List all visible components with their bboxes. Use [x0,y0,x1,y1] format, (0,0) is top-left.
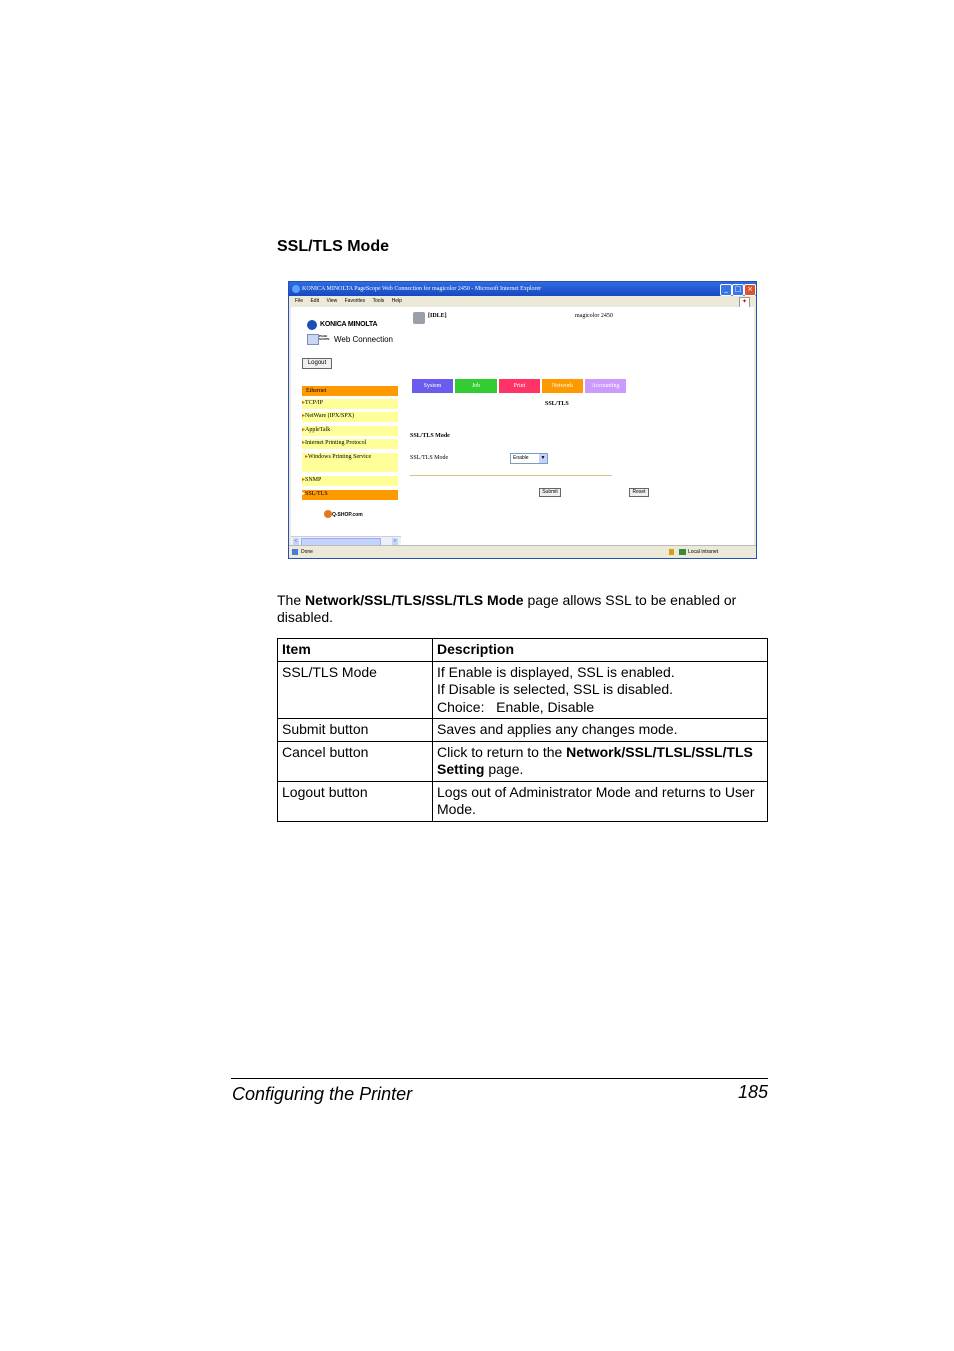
scroll-left-icon[interactable]: ‹ [293,538,299,545]
logout-button[interactable]: Logout [302,358,332,369]
tab-job[interactable]: Job [455,379,497,393]
form-heading: SSL/TLS Mode [410,433,450,439]
row-description: Logs out of Administrator Mode and returns to User Mode. [433,781,768,821]
row-item: Logout button [278,781,433,821]
side-item-ipp[interactable]: ▸Internet Printing Protocol [302,439,398,449]
tab-print[interactable]: Print [499,379,540,393]
ssl-mode-select[interactable]: Enable ▼ [510,453,548,464]
menu-favorites[interactable]: Favorites [344,298,366,304]
form-divider [410,475,612,476]
status-text: Done [301,549,313,555]
lock-icon [669,549,674,555]
pagescope-small: PAGE SCOPE [319,334,330,341]
close-icon[interactable]: × [744,284,756,296]
menu-tools[interactable]: Tools [372,298,385,304]
row-item: Cancel button [278,741,433,781]
intranet-icon [679,549,686,555]
section-title: SSL/TLS Mode [277,238,389,255]
tab-system[interactable]: System [412,379,453,393]
side-item-netware[interactable]: ▸NetWare (IPX/SPX) [302,412,398,422]
table-row [278,781,768,821]
table-header-row [278,639,768,662]
menu-view[interactable]: View [326,298,338,304]
description-table [277,638,768,822]
tab-network[interactable]: Network [542,379,583,393]
product-name: Web Connection [334,335,393,344]
header-description: Description [433,639,768,662]
field-label: SSL/TLS Mode [410,455,449,461]
browser-screenshot [288,281,757,559]
printer-model: magicolor 2450 [575,313,613,319]
windows-logo-icon: ✦ [739,297,750,308]
row-item: SSL/TLS Mode [278,661,433,719]
maximize-icon[interactable]: □ [732,284,744,296]
footer-title: Configuring the Printer [232,1084,413,1104]
side-item-ssltls[interactable]: ▸SSL/TLS [302,490,398,500]
side-item-snmp[interactable]: ▸SNMP [302,476,398,486]
side-item-tcpip[interactable]: ▸TCP/IP [302,399,398,409]
footer-rule [231,1078,768,1079]
menu-file[interactable]: File [295,298,304,304]
printer-status: [IDLE] [428,313,447,319]
menu-bar [289,296,756,307]
minimize-icon[interactable]: _ [720,284,732,296]
page-number: 185 [737,1082,768,1102]
header-item: Item [278,639,433,662]
table-row [278,661,768,719]
konica-minolta-logo-icon [307,320,317,330]
menu-help[interactable]: Help [391,298,402,304]
printer-icon [413,312,425,324]
submit-button[interactable]: Submit [539,488,561,497]
pagescope-logo-icon [307,334,319,345]
scroll-right-icon[interactable]: › [392,538,398,545]
page-heading: SSL/TLS [545,401,569,407]
tab-accounting[interactable]: Accounting [585,379,626,393]
zone-text: Local intranet [688,549,719,555]
row-description: Click to return to the Network/SSL/TLSL/SSL/TLS Setting page. [433,741,768,781]
table-row [278,741,768,781]
page-icon [292,549,298,555]
ie-icon [292,285,300,293]
qshop-logo-icon [324,510,332,518]
reset-button[interactable]: Reset [629,488,649,497]
chevron-down-icon[interactable]: ▼ [540,455,546,461]
brand-name: KONICA MINOLTA [320,321,378,328]
description-paragraph: The Network/SSL/TLS/SSL/TLS Mode page allows SSL to be enabled or disabled. [277,592,737,625]
table-row [278,719,768,742]
qshop-logo-text[interactable]: Q-SHOP.com [332,512,363,518]
window-titlebar [289,282,756,296]
row-item: Submit button [278,719,433,742]
window-title: KONICA MINOLTA PageScope Web Connection for magicolor 2450 - Microsoft Internet Explorer [302,286,542,292]
side-item-windows-printing[interactable]: ▸Windows Printing Service [302,453,398,472]
row-description: If Enable is displayed, SSL is enabled. If Disable is selected, SSL is disabled. Choice: Enable, Disable [433,661,768,719]
status-bar [289,545,756,559]
side-item-appletalk[interactable]: ▸AppleTalk [302,426,398,436]
description-path: Network/SSL/TLS/SSL/TLS Mode [305,592,524,608]
row-description: Saves and applies any changes mode. [433,719,768,742]
browser-content [291,307,754,545]
side-menu-header[interactable]: Ethernet [302,386,398,396]
menu-edit[interactable]: Edit [310,298,320,304]
